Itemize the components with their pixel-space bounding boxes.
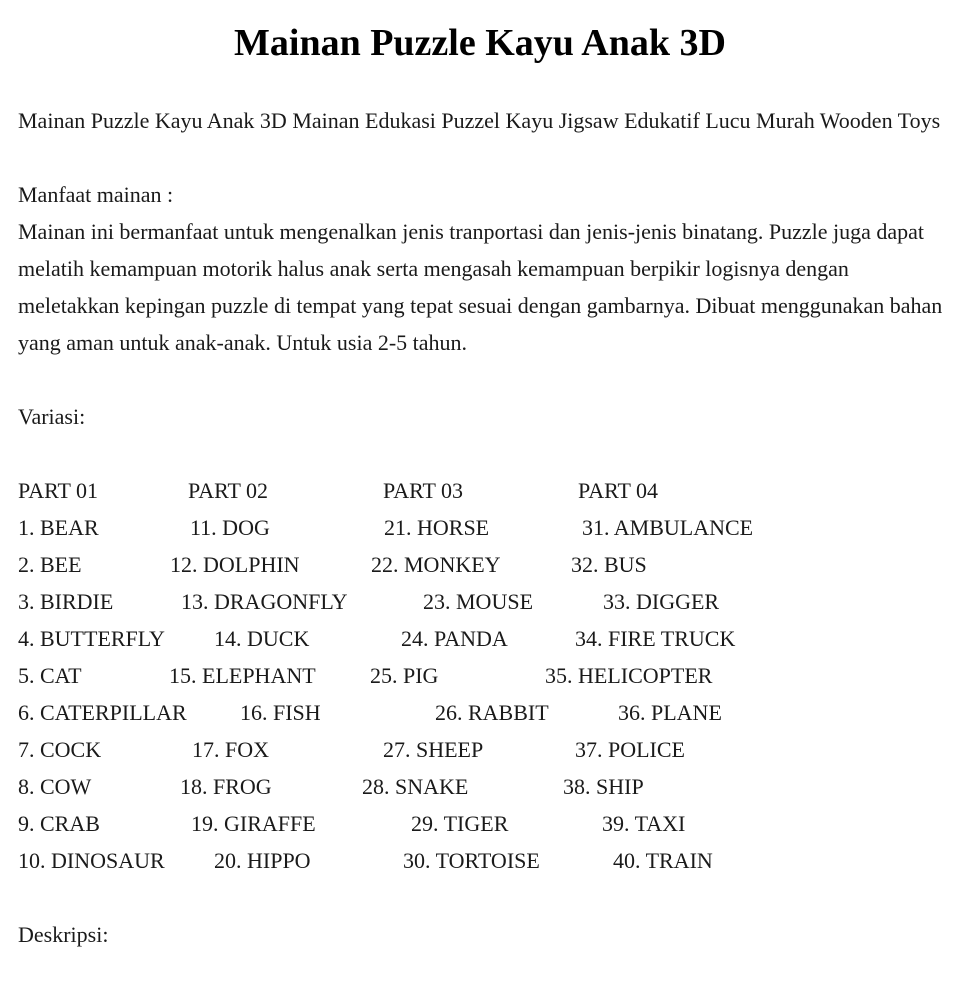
- list-item: 23. MOUSE: [423, 589, 534, 614]
- table-row: [18, 583, 946, 620]
- list-item: 39. TAXI: [602, 811, 686, 836]
- list-item: 24. PANDA: [401, 626, 508, 651]
- list-item: 22. MONKEY: [371, 552, 501, 577]
- list-item: 4. BUTTERFLY: [18, 626, 165, 651]
- intro-text: Mainan Puzzle Kayu Anak 3D Mainan Edukasi Puzzel Kayu Jigsaw Edukatif Lucu Murah Wooden Toys: [18, 108, 941, 133]
- list-item: 5. CAT: [18, 663, 82, 688]
- table-row: [18, 694, 946, 731]
- table-row: [18, 768, 946, 805]
- table-row: [18, 657, 946, 694]
- variation-table: [18, 472, 946, 879]
- list-item: 38. SHIP: [563, 774, 644, 799]
- table-row: [18, 509, 946, 546]
- list-item: 30. TORTOISE: [403, 848, 540, 873]
- description-body: [18, 102, 946, 953]
- list-item: 10. DINOSAUR: [18, 848, 165, 873]
- list-item: 3. BIRDIE: [18, 589, 114, 614]
- list-item: 26. RABBIT: [435, 700, 549, 725]
- part-header: PART 03: [383, 478, 463, 503]
- list-item: 11. DOG: [190, 515, 270, 540]
- list-item: 36. PLANE: [618, 700, 722, 725]
- page-title: Mainan Puzzle Kayu Anak 3D: [234, 22, 726, 64]
- list-item: 14. DUCK: [214, 626, 310, 651]
- list-item: 16. FISH: [240, 700, 321, 725]
- list-item: 31. AMBULANCE: [582, 515, 754, 540]
- list-item: 9. CRAB: [18, 811, 100, 836]
- list-item: 8. COW: [18, 774, 92, 799]
- list-item: 28. SNAKE: [362, 774, 469, 799]
- list-item: 34. FIRE TRUCK: [575, 626, 736, 651]
- part-header-row: [18, 472, 946, 509]
- list-item: 37. POLICE: [575, 737, 685, 762]
- list-item: 25. PIG: [370, 663, 439, 688]
- list-item: 21. HORSE: [384, 515, 490, 540]
- table-row: [18, 842, 946, 879]
- variation-heading: Variasi:: [18, 404, 86, 429]
- benefit-heading: Manfaat mainan :: [18, 182, 174, 207]
- table-row: [18, 805, 946, 842]
- list-item: 32. BUS: [571, 552, 647, 577]
- part-header: PART 04: [578, 478, 658, 503]
- trailing-heading: Deskripsi:: [18, 922, 109, 947]
- list-item: 1. BEAR: [18, 515, 99, 540]
- list-item: 13. DRAGONFLY: [181, 589, 348, 614]
- table-row: [18, 731, 946, 768]
- list-item: 19. GIRAFFE: [191, 811, 316, 836]
- list-item: 40. TRAIN: [613, 848, 713, 873]
- list-item: 29. TIGER: [411, 811, 509, 836]
- list-item: 18. FROG: [180, 774, 272, 799]
- list-item: 12. DOLPHIN: [170, 552, 300, 577]
- list-item: 7. COCK: [18, 737, 102, 762]
- part-header: PART 02: [188, 478, 268, 503]
- list-item: 6. CATERPILLAR: [18, 700, 187, 725]
- list-item: 2. BEE: [18, 552, 82, 577]
- list-item: 27. SHEEP: [383, 737, 484, 762]
- benefit-text: Mainan ini bermanfaat untuk mengenalkan jenis tranportasi dan jenis-jenis binatang. Puzzle juga dapat melatih kemampuan motorik halus anak serta mengasah kemampuan berpikir logisnya dengan meletakkan kepingan puzzle di tempat yang tepat sesuai dengan gambarnya. Dibuat menggunakan bahan yang aman untuk anak-anak. Untuk usia 2-5 tahun.: [18, 219, 943, 355]
- list-item: 20. HIPPO: [214, 848, 311, 873]
- part-header: PART 01: [18, 478, 98, 503]
- list-item: 15. ELEPHANT: [169, 663, 316, 688]
- list-item: 35. HELICOPTER: [545, 663, 713, 688]
- table-row: [18, 546, 946, 583]
- list-item: 33. DIGGER: [603, 589, 720, 614]
- table-row: [18, 620, 946, 657]
- list-item: 17. FOX: [192, 737, 270, 762]
